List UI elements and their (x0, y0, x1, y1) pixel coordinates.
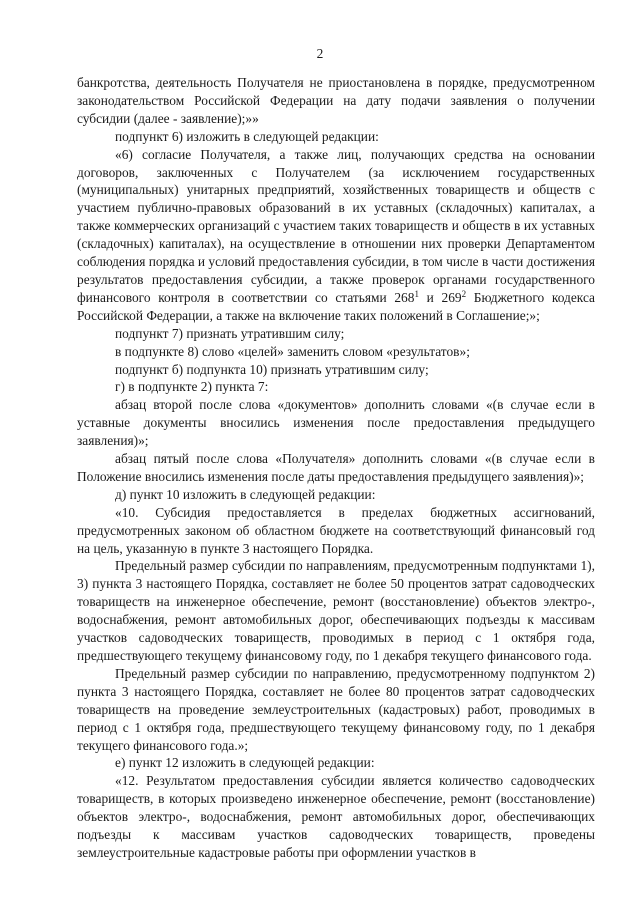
paragraph-1: банкротства, деятельность Получателя не приостановлена в порядке, предусмотренном законодательством Российской Федерации на дату подачи заявления о получении субсидии (далее - заявление);»» (77, 75, 595, 126)
paragraph-6: подпункт б) подпункта 10) признать утратившим силу; (115, 361, 429, 377)
paragraph-3-text-b: и 269 (418, 289, 462, 305)
paragraph-3 (77, 146, 595, 325)
paragraph-15: «12. Результатом предоставления субсидии является количество садоводческих товариществ, в которых произведено инженерное обеспечение, ремонт (восстановление) объектов электро-, водоснабжения, ремонт автомобильных дорог, обеспечивающих подъезды к массивам участков садоводческих товариществ, проведены землеустроительные кадастровые работы при оформлении участков в (77, 773, 595, 860)
paragraph-13: Предельный размер субсидии по направлению, предусмотренному подпунктом 2) пункта 3 настоящего Порядка, составляет не более 80 процентов затрат садоводческих товариществ на проведение землеустроительных (кадастровых) работ, проводимых в период с 1 октября года, предшествующего текущему финансовому году, по 1 декабря текущего финансового года.»; (77, 665, 595, 753)
paragraph-5: в подпункте 8) слово «целей» заменить словом «результатов»; (115, 343, 470, 359)
paragraph-4: подпункт 7) признать утратившим силу; (115, 325, 345, 341)
paragraph-9: абзац пятый после слова «Получателя» дополнить словами «(в случае если в Положение вносились изменения после даты предоставления предыдущего заявления)»; (77, 451, 595, 484)
footnote-sup-2: 2 (461, 288, 467, 299)
document-body (77, 74, 595, 862)
paragraph-8: абзац второй после слова «документов» дополнить словами «(в случае если в уставные документы вносились изменения после предоставления предыдущего заявления)»; (77, 397, 595, 449)
paragraph-10: д) пункт 10 изложить в следующей редакции: (115, 486, 376, 502)
paragraph-7: г) в подпункте 2) пункта 7: (115, 379, 269, 395)
footnote-sup-1: 1 (414, 288, 419, 299)
paragraph-2: подпункт 6) изложить в следующей редакции: (115, 128, 379, 144)
paragraph-3-text-a: «6) согласие Получателя, а также лиц, получающих средства на основании договоров, заключенных с Получателем (за исключением государственных (муниципальных) унитарных предприятий, хозяйственных товариществ и обществ с участием публично-правовых образований в их уставных (складочных) капиталах, а также коммерческих организаций с участием таких товариществ и обществ в их уставных (складочных) капиталах), на осуществление в отношении них проверки Департаментом соблюдения порядка и условий предоставления субсидии, в том числе в части достижения результатов предоставления субсидии, а также проверок органами государственного финансового контроля в соответствии со статьями 268 (77, 146, 595, 305)
paragraph-14: е) пункт 12 изложить в следующей редакции: (115, 755, 375, 771)
paragraph-12: Предельный размер субсидии по направлениям, предусмотренным подпунктами 1), 3) пункта 3 настоящего Порядка, составляет не более 50 процентов затрат садоводческих товариществ на инженерное обеспечение, ремонт (восстановление) объектов электро-, водоснабжения, ремонт автомобильных дорог, обеспечивающих подъезды к массивам участков садоводческих товариществ, проводимых в период с 1 октября года, предшествующего текущему финансовому году, по 1 декабря текущего финансового года. (77, 558, 595, 663)
paragraph-3-text-c: Бюджетного кодекса Российской Федерации, а также на включение таких положений в Соглашение;»; (77, 289, 595, 323)
page-number: 2 (316, 46, 324, 61)
paragraph-11: «10. Субсидия предоставляется в пределах бюджетных ассигнований, предусмотренных законом об областном бюджете на соответствующий финансовый год на цель, указанную в пункте 3 настоящего Порядка. (77, 504, 595, 556)
